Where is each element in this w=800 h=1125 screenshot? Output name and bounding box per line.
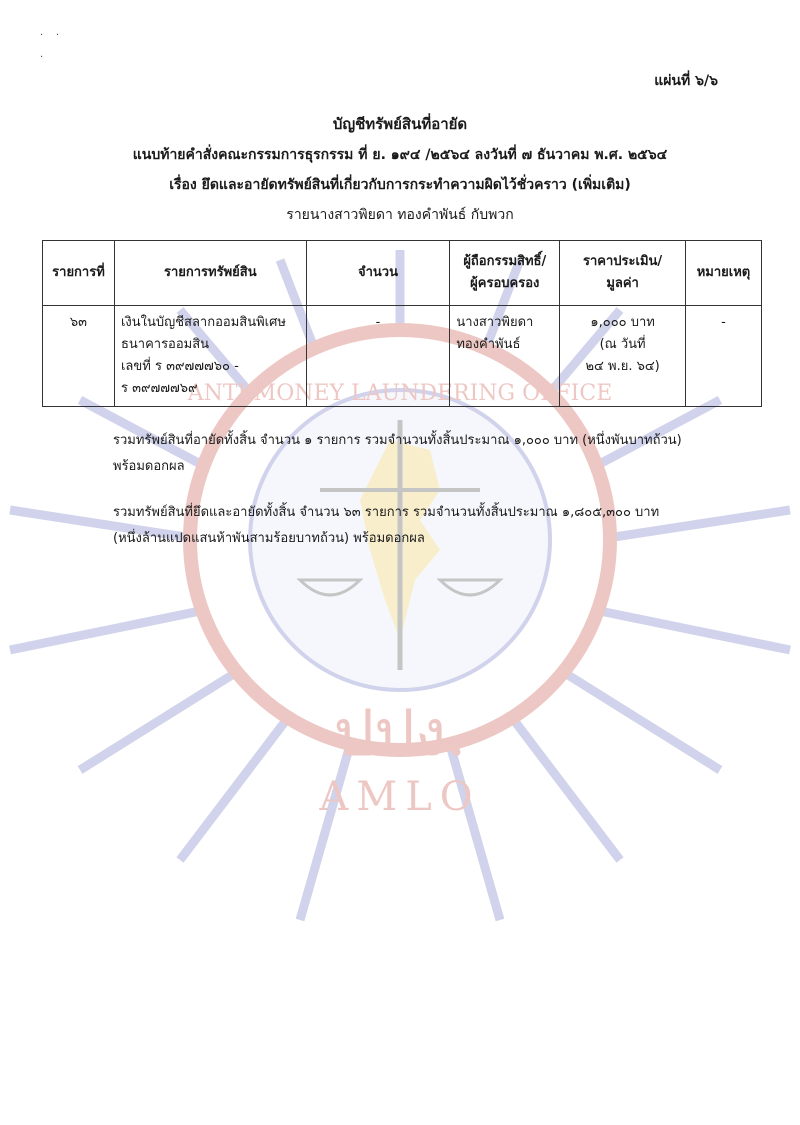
scan-specks: · · ·: [40, 30, 60, 63]
cell-value: [560, 306, 686, 407]
document-subject: เรื่อง ยึดและอายัดทรัพย์สินที่เกี่ยวกับการกระทำความผิดไว้ชั่วคราว (เพิ่มเติม): [169, 177, 631, 193]
col-header-quantity: จำนวน: [306, 241, 450, 306]
order-reference: แนบท้ายคำสั่งคณะกรรมการธุรกรรม ที่ ย. ๑๙๔ /๒๕๖๔ ลงวันที่ ๗ ธันวาคม พ.ศ. ๒๕๖๔: [132, 147, 668, 163]
col-header-value-line1: ราคาประเมิน/: [583, 253, 663, 269]
cell-asset-line2: ธนาคารออมสิน: [120, 337, 210, 353]
cell-value-line1: ๑,๐๐๐ บาท: [590, 315, 655, 330]
sheet-number: แผ่นที่ ๖/๖: [654, 73, 718, 89]
watermark-ring-text: ANTI-MONEY LAUNDERING OFFICE: [187, 381, 613, 406]
cell-asset-line4: ร ๓๙๗๗๗๖๙: [120, 381, 198, 397]
asset-table: [42, 240, 762, 407]
cell-remark: -: [686, 306, 762, 407]
cell-item-no: ๖๓: [43, 306, 115, 407]
col-header-asset: รายการทรัพย์สิน: [114, 241, 306, 306]
freeze-summary-line1: รวมทรัพย์สินที่อายัดทั้งสิ้น จำนวน ๑ รายการ รวมจำนวนทั้งสิ้นประมาณ ๑,๐๐๐ บาท (หนึ่งพันบาทถ้วน): [113, 433, 682, 448]
freeze-summary: [113, 428, 733, 480]
col-header-value-line2: มูลค่า: [606, 276, 639, 291]
cell-quantity: -: [306, 306, 450, 407]
col-header-remark: หมายเหตุ: [686, 241, 762, 306]
seize-summary: [113, 500, 733, 552]
freeze-summary-line2: พร้อมดอกผล: [113, 459, 185, 474]
table-header-row: [43, 241, 762, 306]
col-header-value: [560, 241, 686, 306]
cell-owner-line2: ทองคำพันธ์: [456, 337, 521, 353]
person-name: รายนางสาวพิยดา ทองคำพันธ์ กับพวก: [286, 207, 514, 223]
watermark-emblem-text: ปปง.: [333, 697, 467, 771]
cell-value-line2: (ณ วันที่: [599, 337, 646, 353]
seize-summary-line1: รวมทรัพย์สินที่ยึดและอายัดทั้งสิ้น จำนวน ๖๓ รายการ รวมจำนวนทั้งสิ้นประมาณ ๑,๘๐๕,๓๐๐ บาท: [113, 505, 660, 520]
document-title: บัญชีทรัพย์สินที่อายัด: [332, 115, 468, 133]
cell-asset-line3: เลขที่ ร ๓๙๗๗๗๖๐ -: [120, 359, 239, 375]
col-header-item-no: รายการที่: [43, 241, 115, 306]
col-header-owner-line2: ผู้ครอบครอง: [470, 276, 540, 291]
table-row: [43, 306, 762, 407]
cell-asset-line1: เงินในบัญชีสลากออมสินพิเศษ: [120, 315, 286, 330]
watermark-org-text: AMLO: [319, 774, 481, 820]
cell-asset: [114, 306, 306, 407]
cell-owner: [450, 306, 560, 407]
col-header-owner: [450, 241, 560, 306]
cell-value-line3: ๒๔ พ.ย. ๖๔): [585, 359, 660, 375]
seize-summary-line2: (หนึ่งล้านแปดแสนห้าพันสามร้อยบาทถ้วน) พร้อมดอกผล: [113, 531, 425, 546]
cell-owner-line1: นางสาวพิยดา: [456, 315, 534, 330]
document-header: [0, 112, 800, 226]
col-header-owner-line1: ผู้ถือกรรมสิทธิ์/: [463, 253, 547, 269]
